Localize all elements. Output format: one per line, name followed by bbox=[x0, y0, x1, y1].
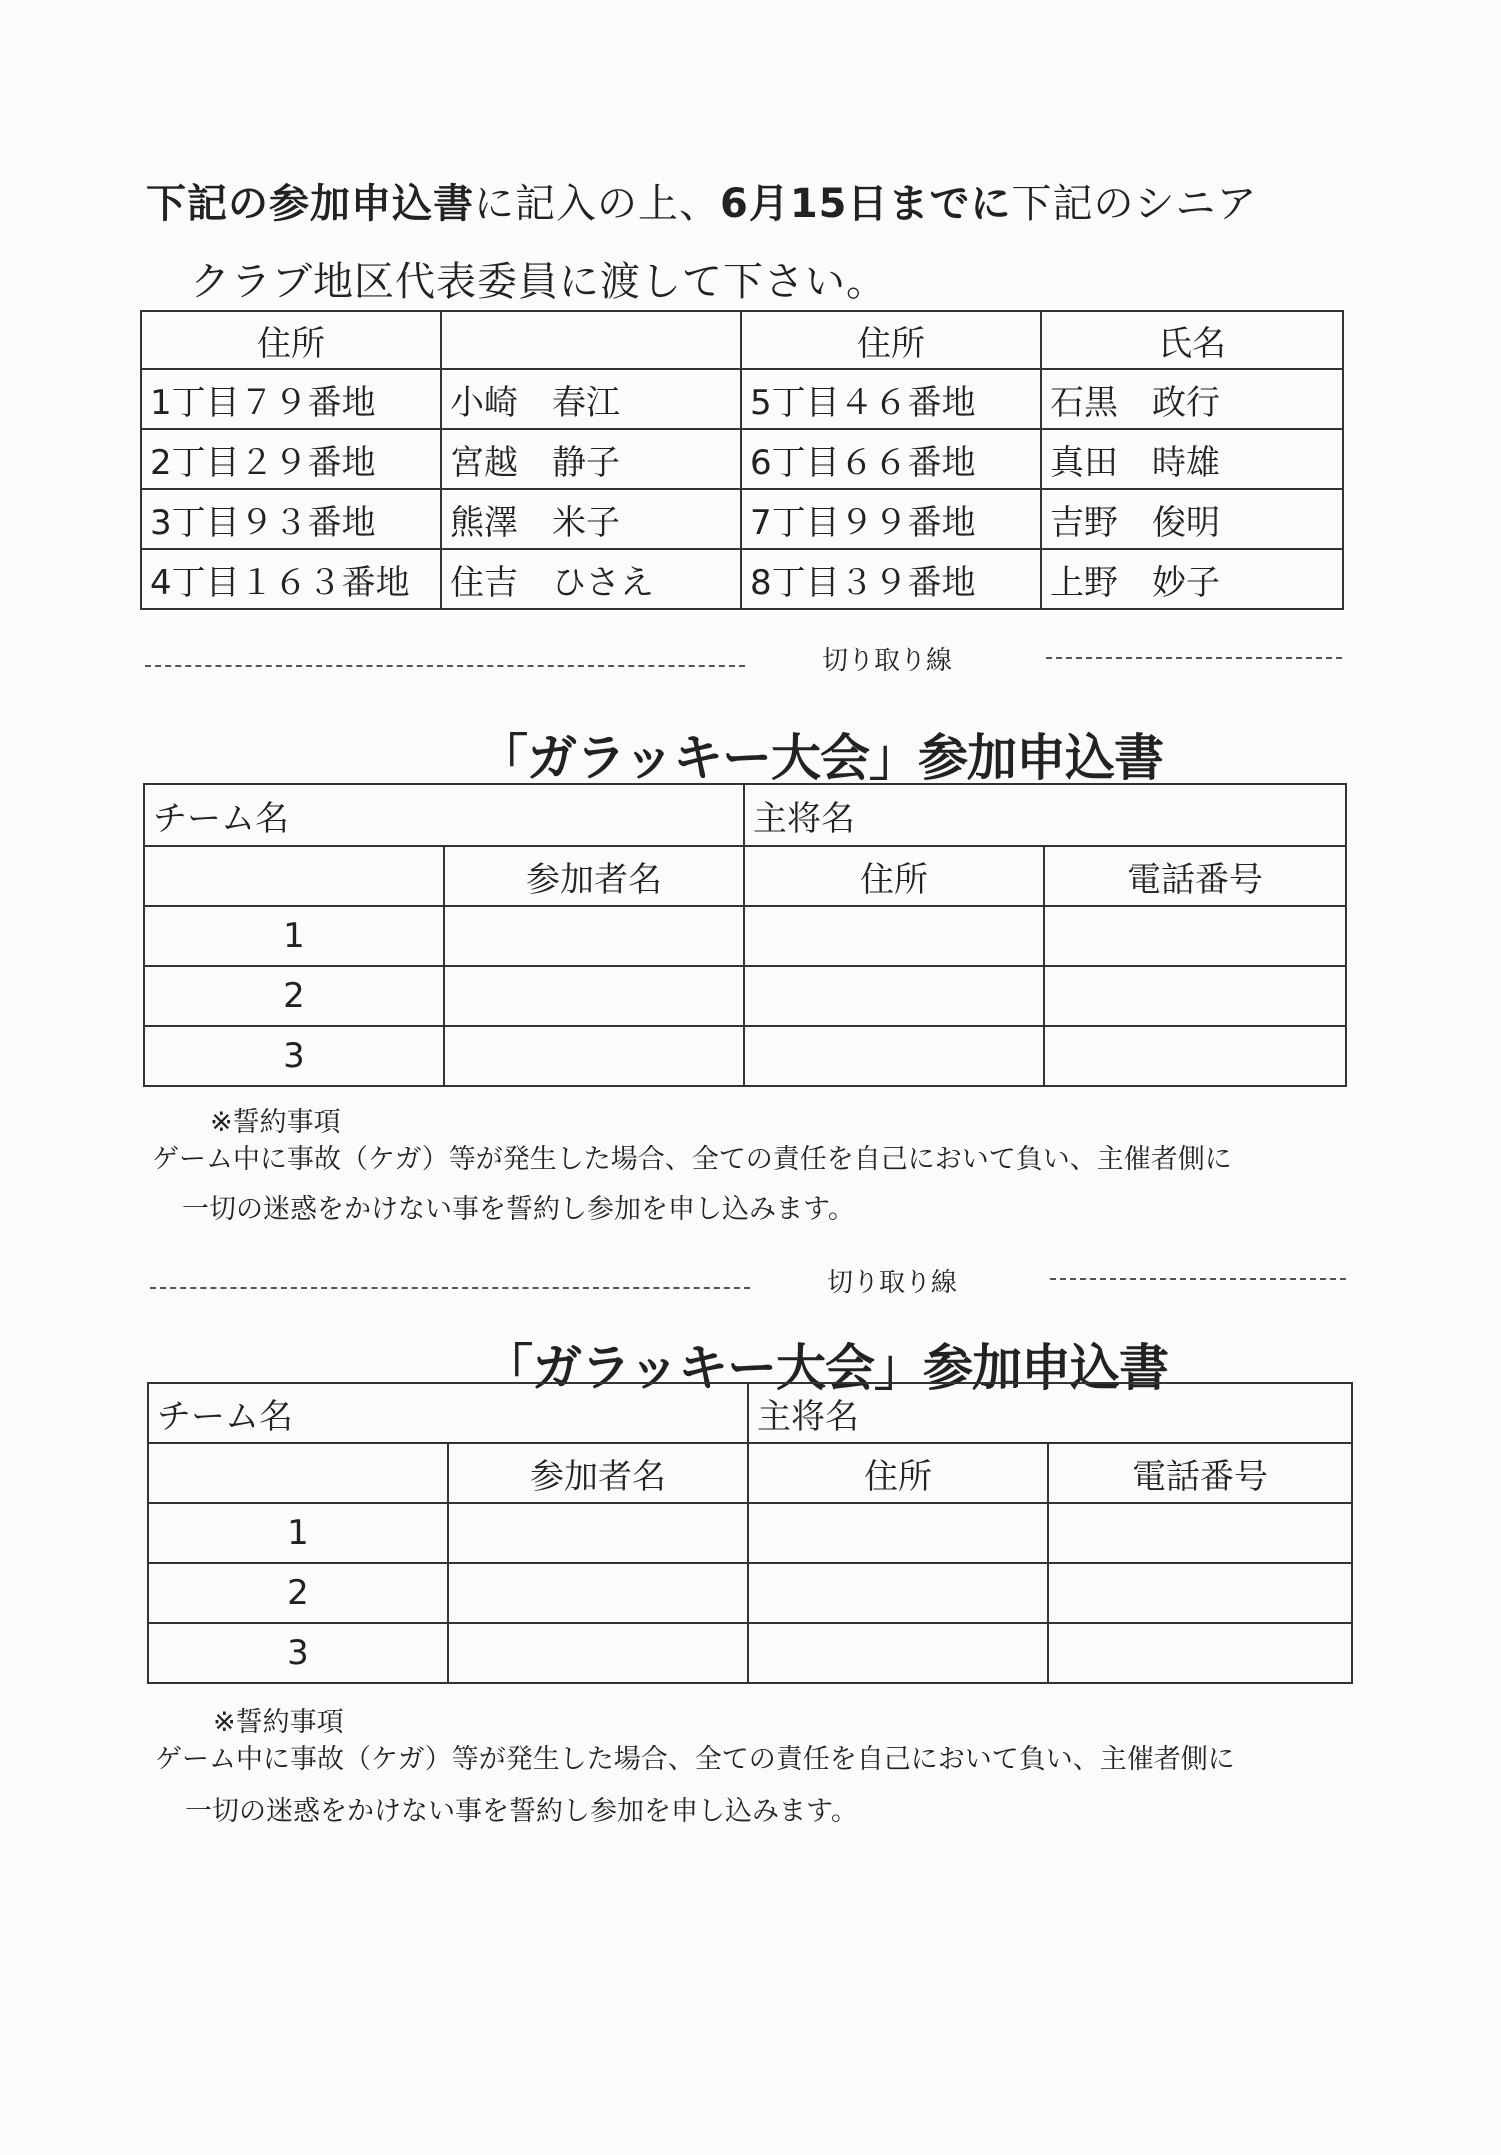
table-row bbox=[141, 429, 1343, 489]
pledge-heading: ※誓約事項 bbox=[213, 1707, 344, 1738]
participant-name-field[interactable] bbox=[444, 966, 744, 1026]
pledge-line-2: 一切の迷惑をかけない事を誓約し参加を申し込みます。 bbox=[185, 1796, 858, 1827]
cut-line-left bbox=[150, 1287, 750, 1289]
header-address: 住所 bbox=[748, 1443, 1048, 1503]
name-cell: 石黒 政行 bbox=[1041, 369, 1343, 429]
header-number bbox=[144, 846, 444, 906]
header-participant-name: 参加者名 bbox=[448, 1443, 748, 1503]
header-address-1: 住所 bbox=[141, 311, 441, 369]
address-cell: 5丁目４６番地 bbox=[741, 369, 1041, 429]
team-name-field[interactable] bbox=[148, 1383, 748, 1443]
row-number: 3 bbox=[148, 1623, 448, 1683]
team-name-label: チーム名 bbox=[153, 798, 289, 839]
row-number: 2 bbox=[144, 966, 444, 1026]
table-row bbox=[148, 1623, 1352, 1683]
row-number: 2 bbox=[148, 1563, 448, 1623]
team-name-label: チーム名 bbox=[157, 1396, 293, 1437]
address-cell: 7丁目９９番地 bbox=[741, 489, 1041, 549]
participant-name-field[interactable] bbox=[448, 1503, 748, 1563]
table-row bbox=[141, 549, 1343, 609]
form-title: 「ガラッキー大会」参加申込書 bbox=[478, 729, 1163, 787]
address-field[interactable] bbox=[744, 966, 1044, 1026]
name-cell: 熊澤 米子 bbox=[441, 489, 741, 549]
phone-field[interactable] bbox=[1048, 1563, 1352, 1623]
intro-bold-deadline: 6月15日までに bbox=[720, 181, 1012, 227]
name-cell: 小崎 春江 bbox=[441, 369, 741, 429]
name-cell: 宮越 静子 bbox=[441, 429, 741, 489]
address-field[interactable] bbox=[748, 1503, 1048, 1563]
team-row bbox=[148, 1383, 1352, 1443]
address-cell: 6丁目６６番地 bbox=[741, 429, 1041, 489]
captain-name-field[interactable] bbox=[744, 784, 1346, 846]
name-cell: 吉野 俊明 bbox=[1041, 489, 1343, 549]
intro-bold-form: 下記の参加申込書 bbox=[146, 181, 474, 227]
header-blank bbox=[441, 311, 741, 369]
address-cell: 2丁目２９番地 bbox=[141, 429, 441, 489]
team-name-field[interactable] bbox=[144, 784, 744, 846]
row-number: 3 bbox=[144, 1026, 444, 1086]
header-address: 住所 bbox=[744, 846, 1044, 906]
table-row bbox=[148, 1563, 1352, 1623]
header-phone: 電話番号 bbox=[1044, 846, 1346, 906]
participant-name-field[interactable] bbox=[448, 1563, 748, 1623]
column-header-row bbox=[144, 846, 1346, 906]
team-row bbox=[144, 784, 1346, 846]
application-form-table bbox=[147, 1382, 1353, 1684]
address-cell: 1丁目７９番地 bbox=[141, 369, 441, 429]
captain-name-label: 主将名 bbox=[753, 798, 855, 839]
captain-name-field[interactable] bbox=[748, 1383, 1352, 1443]
table-row bbox=[141, 369, 1343, 429]
name-cell: 上野 妙子 bbox=[1041, 549, 1343, 609]
intro-text: に記入の上、 bbox=[474, 181, 720, 227]
column-header-row bbox=[148, 1443, 1352, 1503]
address-field[interactable] bbox=[748, 1563, 1048, 1623]
row-number: 1 bbox=[144, 906, 444, 966]
address-field[interactable] bbox=[744, 906, 1044, 966]
cut-line-right bbox=[1050, 1278, 1346, 1280]
application-form-table bbox=[143, 783, 1347, 1087]
captain-name-label: 主将名 bbox=[757, 1396, 859, 1437]
pledge-line-1: ゲーム中に事故（ケガ）等が発生した場合、全ての責任を自己において負い、主催者側に bbox=[155, 1744, 1235, 1775]
phone-field[interactable] bbox=[1044, 1026, 1346, 1086]
participant-name-field[interactable] bbox=[448, 1623, 748, 1683]
table-row bbox=[148, 1503, 1352, 1563]
phone-field[interactable] bbox=[1044, 966, 1346, 1026]
cut-line-label: 切り取り線 bbox=[822, 646, 953, 676]
header-phone: 電話番号 bbox=[1048, 1443, 1352, 1503]
header-number bbox=[148, 1443, 448, 1503]
pledge-heading: ※誓約事項 bbox=[210, 1107, 341, 1138]
name-cell: 真田 時雄 bbox=[1041, 429, 1343, 489]
table-row bbox=[144, 906, 1346, 966]
participant-name-field[interactable] bbox=[444, 1026, 744, 1086]
cut-line-right bbox=[1046, 657, 1342, 659]
row-number: 1 bbox=[148, 1503, 448, 1563]
phone-field[interactable] bbox=[1048, 1503, 1352, 1563]
intro-line-1 bbox=[146, 178, 1258, 230]
name-cell: 住吉 ひさえ bbox=[441, 549, 741, 609]
cut-line-label: 切り取り線 bbox=[827, 1268, 958, 1298]
table-row bbox=[144, 966, 1346, 1026]
committee-header-row bbox=[141, 311, 1343, 369]
cut-line-left bbox=[145, 665, 745, 667]
intro-line-2: クラブ地区代表委員に渡して下さい。 bbox=[190, 259, 887, 305]
table-row bbox=[144, 1026, 1346, 1086]
pledge-line-2: 一切の迷惑をかけない事を誓約し参加を申し込みます。 bbox=[182, 1194, 855, 1225]
address-cell: 8丁目３９番地 bbox=[741, 549, 1041, 609]
header-name: 氏名 bbox=[1041, 311, 1343, 369]
phone-field[interactable] bbox=[1044, 906, 1346, 966]
intro-text-senior: 下記のシニア bbox=[1011, 181, 1258, 227]
header-participant-name: 参加者名 bbox=[444, 846, 744, 906]
address-field[interactable] bbox=[748, 1623, 1048, 1683]
committee-table bbox=[140, 310, 1344, 610]
pledge-line-1: ゲーム中に事故（ケガ）等が発生した場合、全ての責任を自己において負い、主催者側に bbox=[152, 1144, 1232, 1175]
address-cell: 3丁目９３番地 bbox=[141, 489, 441, 549]
table-row bbox=[141, 489, 1343, 549]
phone-field[interactable] bbox=[1048, 1623, 1352, 1683]
address-field[interactable] bbox=[744, 1026, 1044, 1086]
address-cell: 4丁目１６３番地 bbox=[141, 549, 441, 609]
header-address-2: 住所 bbox=[741, 311, 1041, 369]
form-title: 「ガラッキー大会」参加申込書 bbox=[483, 1339, 1168, 1397]
participant-name-field[interactable] bbox=[444, 906, 744, 966]
